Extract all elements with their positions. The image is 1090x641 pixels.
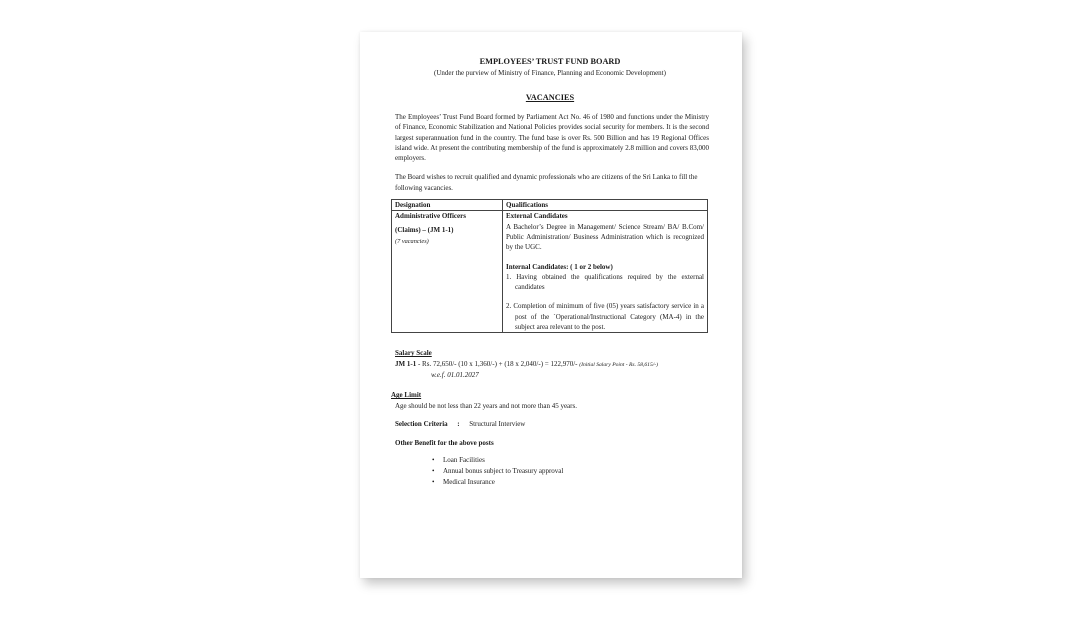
vacancies-heading: VACANCIES (525, 93, 575, 102)
salary-effective-date: w.e.f. 01.01.2027 (431, 370, 479, 379)
recruit-paragraph: The Board wishes to recruit qualified and dynamic professionals who are citizens of the Sri Lanka to fill the following vacancies. (395, 173, 698, 192)
vacancy-count: (7 vacancies) (395, 237, 429, 245)
salary-grade: JM 1-1 (395, 359, 417, 368)
list-item: • Annual bonus subject to Treasury approval (443, 466, 709, 477)
salary-line (395, 359, 709, 370)
external-heading: External Candidates (506, 212, 568, 221)
salary-dash: - (417, 359, 421, 368)
qualifications-cell (503, 211, 708, 333)
intro-paragraph: The Employees’ Trust Fund Board formed by Parliament Act No. 46 of 1980 and functions under the Ministry of Finance, Economic Stabilization and National Policies provides social security for members. It is the second largest superannuation fund in the country. The fund base is over Rs. 500 Billion and has 19 Regional Offices island wide. At present the contributing membership of the fund is approximately 2.8 million and covers 83,000 employers. (395, 113, 709, 163)
designation-title: Administrative Officers (395, 212, 466, 221)
designation-grade: (Claims) – (JM 1-1) (395, 225, 454, 234)
qualifications-header: Qualifications (503, 200, 708, 211)
document-body (391, 56, 709, 488)
organization-subtitle: (Under the purview of Ministry of Finance, Planning and Economic Development) (434, 69, 666, 77)
salary-section (391, 348, 709, 380)
designation-cell (392, 211, 503, 333)
table-header-row (392, 200, 708, 211)
age-text: Age should be not less than 22 years and not more than 45 years. (395, 401, 577, 410)
external-text: A Bachelor’s Degree in Management/ Science Stream/ BA/ B.Com/ Public Administration/ Business Administration which is recognized by the UGC. (506, 222, 704, 252)
list-item: • Loan Facilities (443, 455, 709, 466)
selection-criteria (391, 419, 709, 429)
criteria-label: Selection Criteria (395, 419, 448, 428)
salary-heading: Salary Scale (395, 349, 432, 358)
table-row (392, 211, 708, 333)
designation-header: Designation (392, 200, 503, 211)
list-item: • Medical Insurance (443, 477, 709, 488)
benefits-list (391, 455, 709, 487)
criteria-colon: : (457, 419, 460, 428)
internal-point-2: 2. Completion of minimum of five (05) years satisfactory service in a post of the `Operational/Instructional Category (MA-4) in the subject area relevant to the post. (506, 302, 704, 332)
internal-point-1: 1. Having obtained the qualifications required by the external candidates (506, 272, 704, 292)
initial-salary-point: (Initial Salary Point - Rs. 58,615/-) (579, 361, 659, 368)
criteria-value: Structural Interview (469, 419, 526, 428)
document-page (360, 32, 742, 578)
benefits-heading: Other Benefit for the above posts (395, 439, 494, 448)
age-section (391, 390, 709, 411)
vacancy-table (391, 199, 708, 333)
salary-formula: Rs. 72,650/- (10 x 1,360/-) + (18 x 2,040/-) = 122,970/- (422, 359, 580, 368)
internal-heading: Internal Candidates: ( 1 or 2 below) (506, 262, 613, 271)
age-heading: Age Limit (391, 391, 422, 400)
organization-title: EMPLOYEES’ TRUST FUND BOARD (479, 57, 621, 66)
